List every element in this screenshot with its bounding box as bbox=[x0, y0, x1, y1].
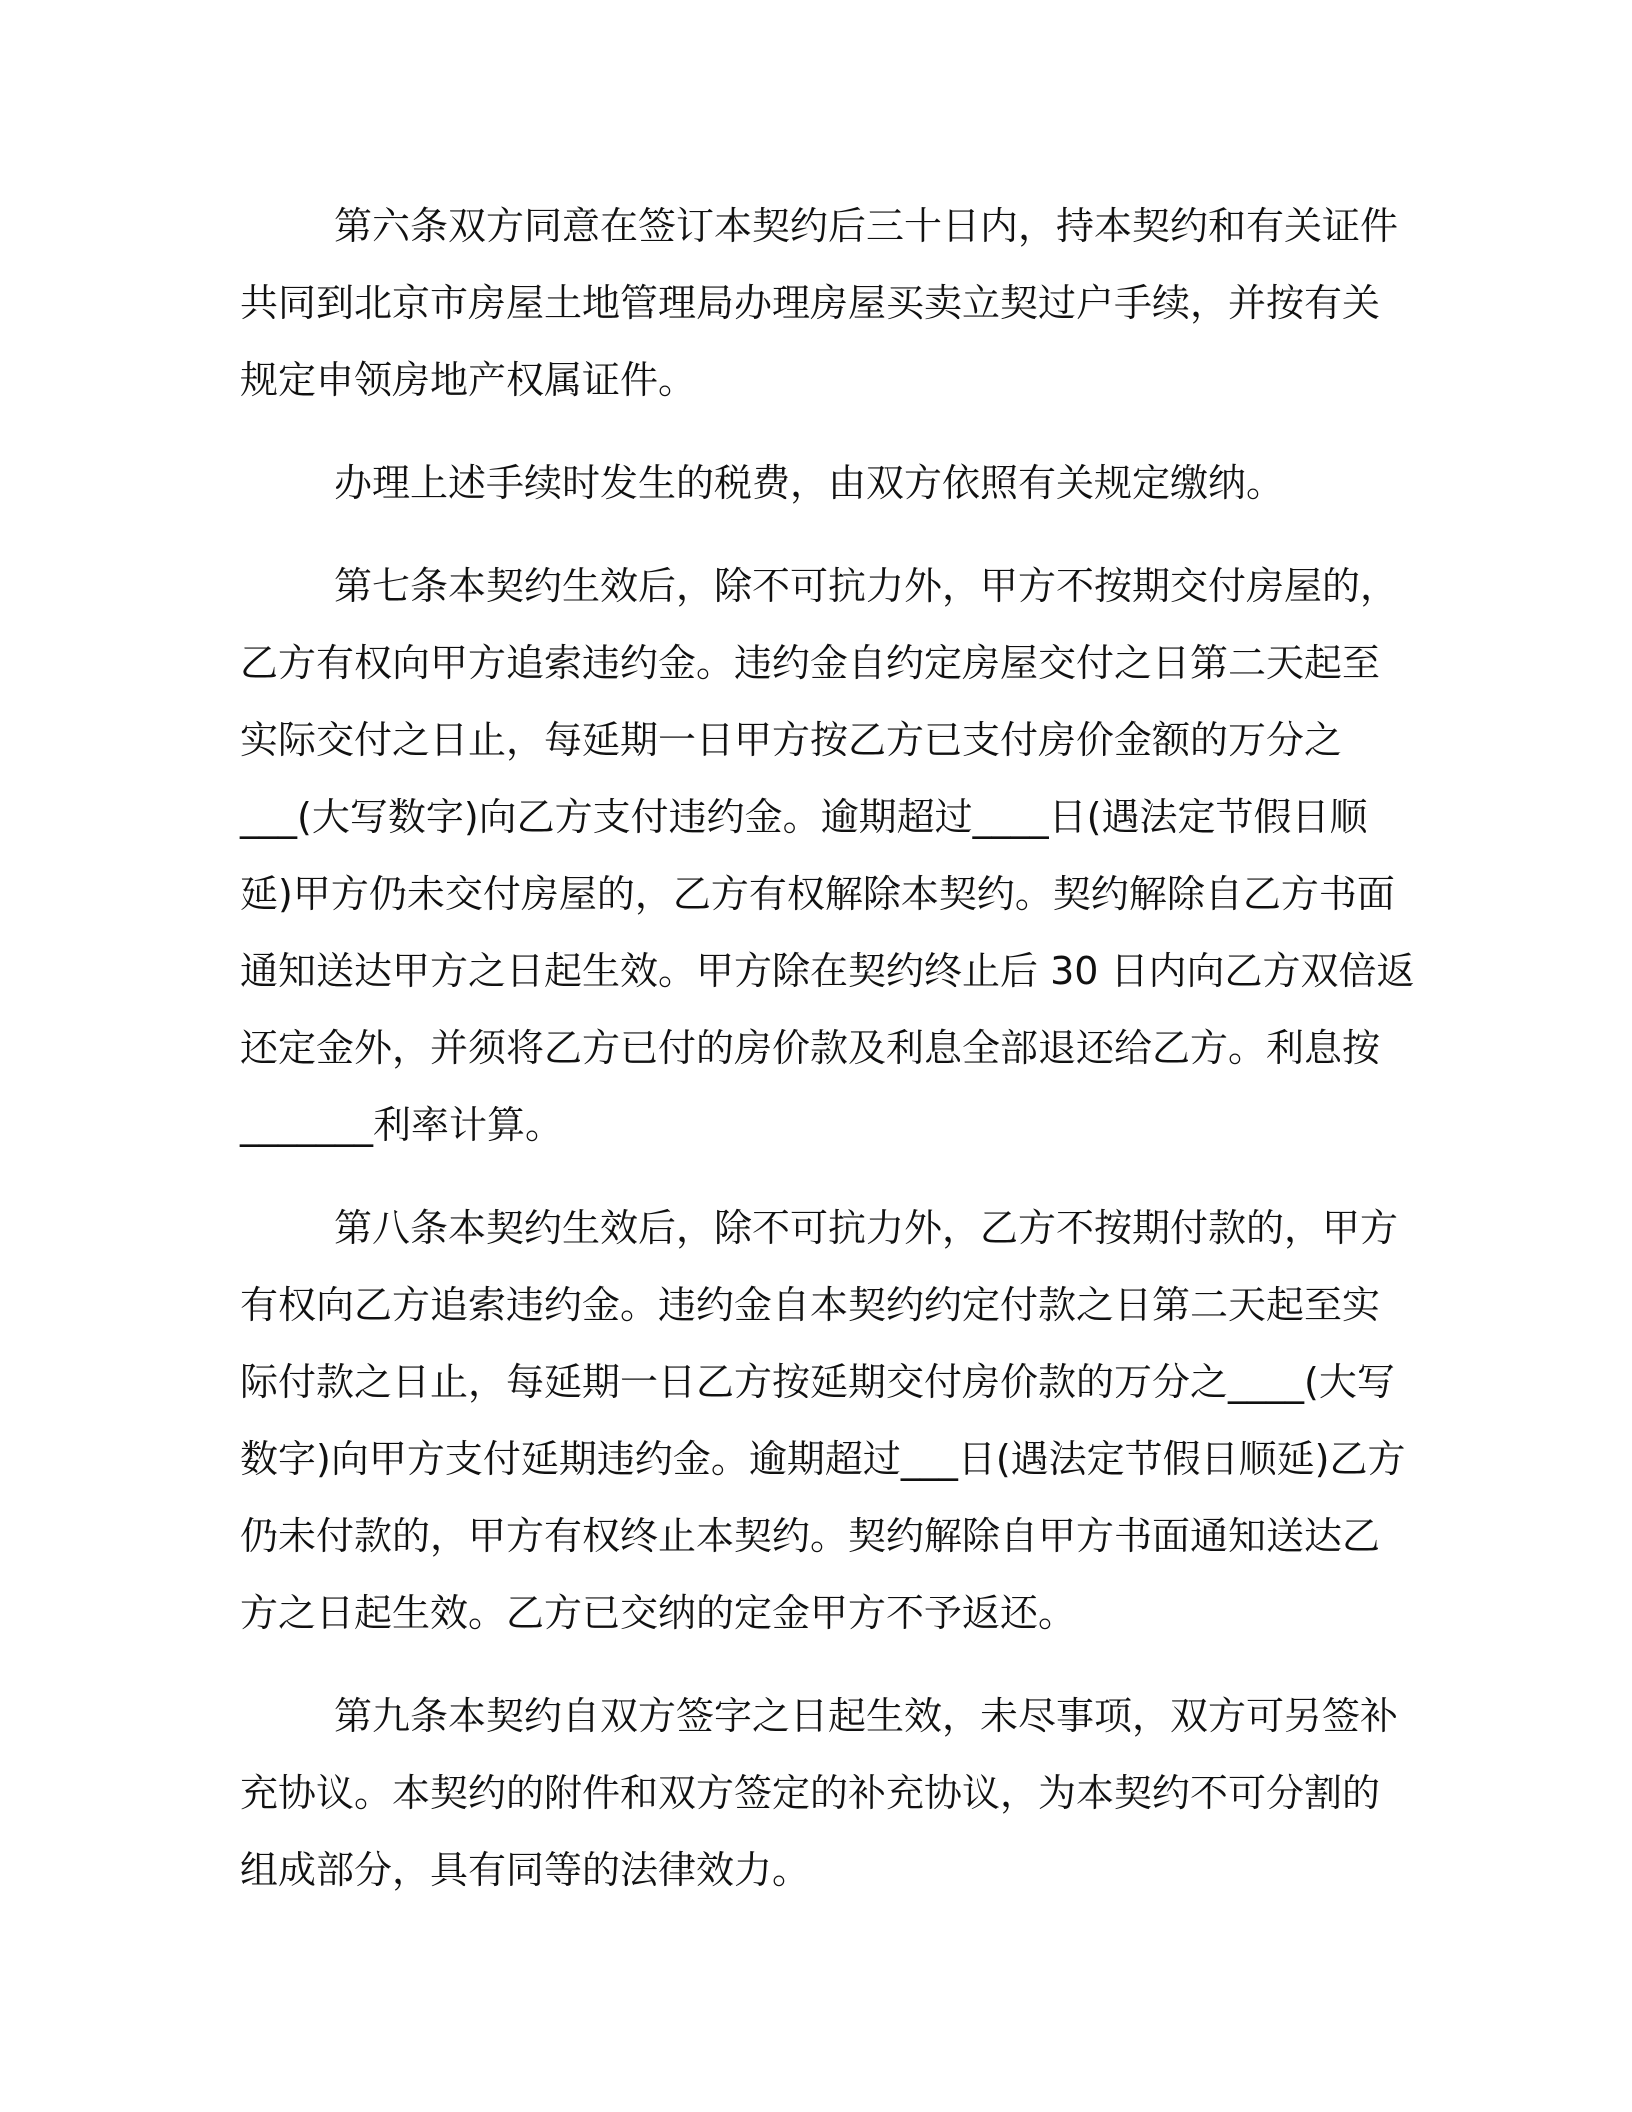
paragraph-article-7 bbox=[240, 548, 1415, 1164]
text-line: 第九条本契约自双方签字之日起生效，未尽事项，双方可另签补 bbox=[334, 1694, 1399, 1738]
text-line: ___(大写数字)向乙方支付违约金。逾期超过____日(遇法定节假日顺 bbox=[240, 795, 1368, 839]
text-line: 数字)向甲方支付延期违约金。逾期超过___日(遇法定节假日顺延)乙方 bbox=[240, 1437, 1406, 1481]
text-line: 仍未付款的，甲方有权终止本契约。契约解除自甲方书面通知送达乙 bbox=[240, 1514, 1381, 1558]
text-line: 实际交付之日止，每延期一日甲方按乙方已支付房价金额的万分之 bbox=[240, 718, 1343, 762]
text-line: 组成部分，具有同等的法律效力。 bbox=[240, 1848, 811, 1892]
document-body bbox=[240, 188, 1415, 1935]
text-line: 第七条本契约生效后，除不可抗力外，甲方不按期交付房屋的， bbox=[334, 564, 1399, 608]
text-line: 还定金外，并须将乙方已付的房价款及利息全部退还给乙方。利息按 bbox=[240, 1026, 1381, 1070]
paragraph-article-6 bbox=[240, 188, 1399, 419]
text-line: 规定申领房地产权属证件。 bbox=[240, 358, 697, 402]
text-line: 第六条双方同意在签订本契约后三十日内，持本契约和有关证件 bbox=[334, 204, 1399, 248]
text-line: 延)甲方仍未交付房屋的，乙方有权解除本契约。契约解除自乙方书面 bbox=[240, 872, 1395, 916]
text-line: _______利率计算。 bbox=[240, 1103, 564, 1147]
text-line: 乙方有权向甲方追索违约金。违约金自约定房屋交付之日第二天起至 bbox=[240, 641, 1381, 685]
text-line: 充协议。本契约的附件和双方签定的补充协议，为本契约不可分割的 bbox=[240, 1771, 1381, 1815]
text-line: 共同到北京市房屋土地管理局办理房屋买卖立契过户手续，并按有关 bbox=[240, 281, 1381, 325]
text-line: 办理上述手续时发生的税费，由双方依照有关规定缴纳。 bbox=[334, 461, 1285, 505]
paragraph-article-9 bbox=[240, 1678, 1399, 1909]
paragraph-article-8 bbox=[240, 1190, 1406, 1652]
text-line: 际付款之日止，每延期一日乙方按延期交付房价款的万分之____(大写 bbox=[240, 1360, 1395, 1404]
text-line: 通知送达甲方之日起生效。甲方除在契约终止后 30 日内向乙方双倍返 bbox=[240, 949, 1415, 993]
text-line: 方之日起生效。乙方已交纳的定金甲方不予返还。 bbox=[240, 1591, 1077, 1635]
text-line: 第八条本契约生效后，除不可抗力外，乙方不按期付款的，甲方 bbox=[334, 1206, 1399, 1250]
text-line: 有权向乙方追索违约金。违约金自本契约约定付款之日第二天起至实 bbox=[240, 1283, 1381, 1327]
paragraph-tax-note bbox=[240, 445, 1380, 522]
